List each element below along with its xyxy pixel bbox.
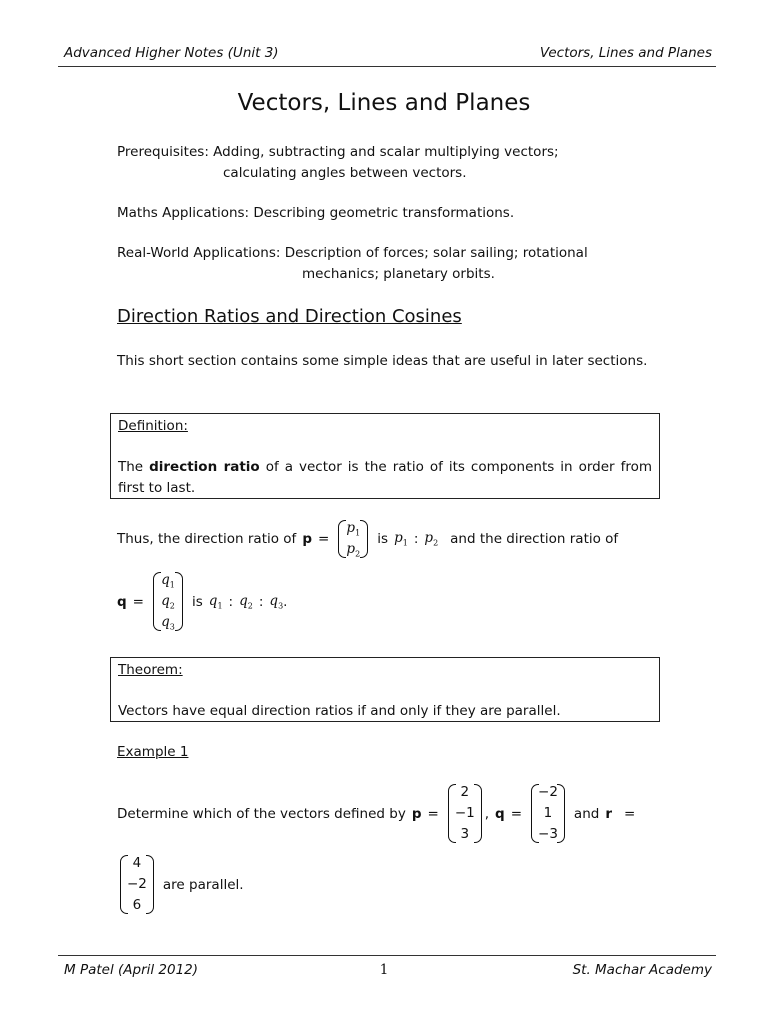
example-heading: Example 1 <box>117 744 189 760</box>
q3-sym: q <box>161 614 170 630</box>
ratio-p1: p <box>394 530 403 547</box>
page-number: 1 <box>379 962 389 978</box>
ratio-colon: : <box>413 531 419 547</box>
intro-paragraph: This short section contains some simple ideas that are useful in later sections. <box>117 353 648 369</box>
q-label: q <box>117 593 127 610</box>
definition-box <box>110 413 660 499</box>
prerequisites-line2: calculating angles between vectors. <box>223 165 467 181</box>
example-q-vector <box>531 782 565 845</box>
qratio-3: q <box>269 592 279 609</box>
example-r-vector <box>120 853 154 916</box>
ratio-p2-sub: 2 <box>433 538 439 548</box>
example-r-eq: = <box>624 805 636 822</box>
p-column-vector <box>338 518 368 560</box>
example-line <box>117 782 653 845</box>
p1-sub: 1 <box>355 528 361 538</box>
example-q-eq: = <box>510 805 523 822</box>
definition-text <box>118 457 652 499</box>
example-q-2: −3 <box>538 826 558 842</box>
example-text: Determine which of the vectors defined by <box>117 805 406 822</box>
example-r-2: 6 <box>132 897 142 913</box>
thus-and-text: and the direction ratio of <box>450 531 619 547</box>
q2-sym: q <box>161 593 170 609</box>
p1-sym: p <box>346 520 356 536</box>
example-comma: , <box>484 805 490 822</box>
maths-applications: Maths Applications: Describing geometric transformations. <box>117 205 515 221</box>
prerequisites-line1: Prerequisites: Adding, subtracting and scalar multiplying vectors; <box>117 144 559 160</box>
theorem-box <box>110 657 660 722</box>
example-tail: are parallel. <box>162 876 244 893</box>
example-and: and <box>573 805 600 822</box>
q-line-end: . <box>283 593 288 610</box>
ratio-p2: p <box>424 530 434 547</box>
definition-post: of a vector is the ratio of its components in order from first to last. <box>118 459 652 496</box>
header-right: Vectors, Lines and Planes <box>539 45 712 61</box>
q1-sub: 1 <box>169 580 175 590</box>
example-q-label: q <box>495 805 505 822</box>
qratio-1-sub: 1 <box>217 601 223 611</box>
header-left: Advanced Higher Notes (Unit 3) <box>64 45 279 61</box>
p2-sub: 2 <box>355 549 361 559</box>
p2-sym: p <box>346 541 356 557</box>
definition-heading: Definition: <box>118 418 188 434</box>
q-column-vector <box>153 570 183 633</box>
header-rule <box>58 66 716 67</box>
theorem-heading: Theorem: <box>118 662 183 678</box>
thus-eq: = <box>317 531 330 547</box>
real-world-line2: mechanics; planetary orbits. <box>302 266 495 282</box>
thus-text: Thus, the direction ratio of <box>117 531 297 547</box>
example-p-vector <box>448 782 482 845</box>
footer-rule <box>58 955 716 956</box>
qratio-colon-2: : <box>258 593 264 610</box>
theorem-text: Vectors have equal direction ratios if and only if they are parallel. <box>118 703 561 719</box>
q2-sub: 2 <box>169 601 175 611</box>
real-world-line1: Real-World Applications: Description of forces; solar sailing; rotational <box>117 245 588 261</box>
definition-term: direction ratio <box>149 459 260 475</box>
thus-line <box>117 518 653 560</box>
example-p-label: p <box>411 805 422 822</box>
definition-pre: The <box>118 459 150 475</box>
q-eq: = <box>132 593 144 610</box>
thus-p-label: p <box>302 531 312 547</box>
ratio-p1-sub: 1 <box>402 538 408 548</box>
example-r-line <box>117 853 244 916</box>
qratio-colon-1: : <box>228 593 234 610</box>
q3-sub: 3 <box>169 622 175 632</box>
footer-left: M Patel (April 2012) <box>64 962 199 978</box>
example-q-1: 1 <box>543 805 553 821</box>
footer-right: St. Machar Academy <box>572 962 712 978</box>
q-line <box>117 570 287 633</box>
example-r-0: 4 <box>132 855 142 871</box>
example-p-2: 3 <box>460 826 470 842</box>
qratio-2-sub: 2 <box>247 601 253 611</box>
q-is: is <box>191 593 203 610</box>
example-p-0: 2 <box>460 784 470 800</box>
example-p-1: −1 <box>454 805 475 821</box>
qratio-1: q <box>208 592 218 609</box>
section-title: Direction Ratios and Direction Cosines <box>117 306 462 327</box>
qratio-2: q <box>239 592 248 609</box>
page-title: Vectors, Lines and Planes <box>237 90 531 116</box>
example-r-label: r <box>605 805 612 822</box>
example-q-0: −2 <box>538 784 558 800</box>
qratio-3-sub: 3 <box>278 601 284 611</box>
q1-sym: q <box>161 572 170 588</box>
example-p-eq: = <box>427 805 439 822</box>
thus-is: is <box>377 531 389 547</box>
example-r-1: −2 <box>127 876 147 892</box>
